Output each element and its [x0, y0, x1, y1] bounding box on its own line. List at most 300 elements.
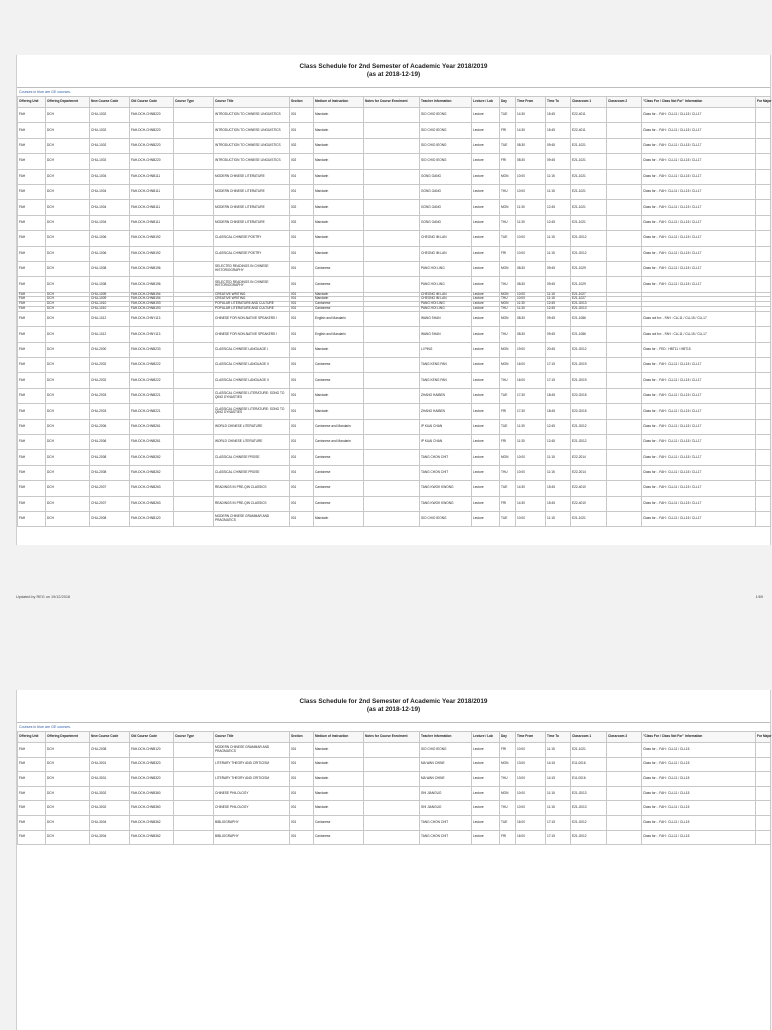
cell-for-major — [756, 496, 771, 511]
cell-offering-department: DCH — [46, 215, 90, 230]
cell-day: TUE — [500, 138, 516, 153]
page-subtitle: (as at 2018-12-19) — [366, 706, 421, 713]
cell-class-for: Class for: - FAH : CLL11 / CLL15 — [642, 815, 756, 830]
cell-offering-department: DCH — [46, 342, 90, 357]
cell-time-to: 11:15 — [546, 743, 571, 758]
cell-classroom-2 — [607, 511, 642, 526]
cell-course-type — [174, 215, 214, 230]
schedule-table — [17, 96, 771, 527]
header-course-title: Course Title — [214, 97, 290, 108]
cell-course-title: CHINESE PHILOLOGY — [214, 786, 290, 801]
cell-class-for: Class for: - FAH : CLL11 / CLL15 / CLL17 — [642, 169, 756, 184]
cell-course-type — [174, 388, 214, 403]
header-medium: Medium of Instruction — [314, 732, 364, 743]
cell-time-from: 13:00 — [516, 772, 546, 787]
cell-offering-unit: FAH — [18, 757, 46, 772]
cell-classroom-1: E21-1021 — [571, 138, 607, 153]
cell-course-type — [174, 404, 214, 419]
cell-classroom-1: E21-1021 — [571, 215, 607, 230]
header-notes: Notes for Course Enrolment — [364, 732, 420, 743]
cell-course-title: MODERN CHINESE GRAMMAR AND PRAGMATICS — [214, 511, 290, 526]
cell-offering-department: DCH — [46, 481, 90, 496]
header-section: Section — [290, 732, 314, 743]
cell-time-from: 19:00 — [516, 342, 546, 357]
cell-classroom-1: E21-G012 — [571, 815, 607, 830]
cell-time-to: 15:45 — [546, 123, 571, 138]
cell-course-title: SELECTED READINGS IN CHINESE HISTORIOGRAPHY — [214, 277, 290, 292]
cell-old-course-code: FAH-DCH-CHNB261 — [130, 419, 174, 434]
cell-time-from: 10:00 — [516, 297, 546, 302]
cell-classroom-1: E21-1021 — [571, 511, 607, 526]
cell-day: TUE — [500, 511, 516, 526]
cell-old-course-code: FAH-DCH-CHNB360 — [130, 801, 174, 816]
cell-offering-department: DCH — [46, 277, 90, 292]
cell-time-to: 09:45 — [546, 138, 571, 153]
cell-day: FRI — [500, 830, 516, 845]
cell-teacher: TANG KENG PAN — [420, 358, 472, 373]
cell-teacher: SHI JIANGUO — [420, 801, 472, 816]
cell-offering-department: DCH — [46, 138, 90, 153]
cell-time-to: 12:45 — [546, 435, 571, 450]
cell-for-major — [756, 743, 771, 758]
cell-time-from: 10:00 — [516, 184, 546, 199]
cell-medium: Mandarin — [314, 786, 364, 801]
cell-time-from: 14:30 — [516, 481, 546, 496]
cell-class-for: Class for: - FAH : CLL11 / CLL15 / CLL17 — [642, 511, 756, 526]
cell-notes — [364, 435, 420, 450]
cell-time-from: 16:00 — [516, 830, 546, 845]
cell-new-course-code: CHLL3001 — [90, 772, 130, 787]
cell-section: 001 — [290, 358, 314, 373]
cell-class-for: Class for: - FAH : CLL11 / CLL15 / CLL17 — [642, 419, 756, 434]
cell-classroom-2 — [607, 435, 642, 450]
cell-notes — [364, 261, 420, 276]
cell-class-for: Class for: - FAH : CLL11 / CLL15 / CLL17 — [642, 404, 756, 419]
cell-classroom-1: E22-4011 — [571, 108, 607, 123]
cell-notes — [364, 138, 420, 153]
cell-time-to: 12:45 — [546, 419, 571, 434]
cell-time-from: 08:30 — [516, 311, 546, 326]
cell-offering-unit: FAH — [18, 358, 46, 373]
cell-teacher: IP KUAI CHAN — [420, 435, 472, 450]
header-course-title: Course Title — [214, 732, 290, 743]
cell-offering-department: DCH — [46, 496, 90, 511]
cell-time-from: 10:00 — [516, 450, 546, 465]
cell-lecture-lab: Lecture — [472, 184, 500, 199]
header-lecture-lab: Lecture / Lab — [472, 97, 500, 108]
cell-old-course-code: FAH-DCH-CHNB120 — [130, 511, 174, 526]
cell-offering-department: DCH — [46, 358, 90, 373]
cell-classroom-2 — [607, 169, 642, 184]
cell-day: THU — [500, 297, 516, 302]
cell-course-title: CLASSICAL CHINESE LANGUAGE I — [214, 342, 290, 357]
cell-classroom-2 — [607, 261, 642, 276]
cell-offering-department: DCH — [46, 830, 90, 845]
cell-for-major — [756, 169, 771, 184]
cell-lecture-lab: Lecture — [472, 388, 500, 403]
cell-day: FRI — [500, 123, 516, 138]
cell-notes — [364, 801, 420, 816]
cell-old-course-code: FAH-DCH-CHNB320 — [130, 757, 174, 772]
cell-teacher: LI PING — [420, 342, 472, 357]
cell-day: THU — [500, 373, 516, 388]
cell-time-to: 09:45 — [546, 261, 571, 276]
cell-course-title: MODERN CHINESE LITERATURE — [214, 200, 290, 215]
cell-new-course-code: CHLL2008 — [90, 465, 130, 480]
cell-offering-unit: FAH — [18, 307, 46, 312]
page-title-block — [17, 55, 770, 88]
cell-teacher: ZHANG HAIBEN — [420, 404, 472, 419]
cell-old-course-code: FAH-DCH-CHNB360 — [130, 786, 174, 801]
cell-section: 001 — [290, 307, 314, 312]
cell-teacher: SIO CHIO IEONG — [420, 123, 472, 138]
cell-notes — [364, 169, 420, 184]
cell-teacher: PANG HOI LING — [420, 261, 472, 276]
cell-medium: Mandarin — [314, 184, 364, 199]
cell-notes — [364, 419, 420, 434]
cell-medium: Mandarin — [314, 511, 364, 526]
cell-medium: Mandarin — [314, 342, 364, 357]
cell-classroom-2 — [607, 342, 642, 357]
cell-lecture-lab: Lecture — [472, 215, 500, 230]
cell-for-major — [756, 786, 771, 801]
cell-teacher: PANG HOI LING — [420, 307, 472, 312]
cell-section: 001 — [290, 123, 314, 138]
cell-offering-department: DCH — [46, 327, 90, 342]
cell-time-to: 09:45 — [546, 277, 571, 292]
cell-day: THU — [500, 277, 516, 292]
cell-offering-department: DCH — [46, 307, 90, 312]
cell-offering-unit: FAH — [18, 302, 46, 307]
cell-medium: Mandarin — [314, 138, 364, 153]
cell-class-for: Class for: - FAH : CLL11 / CLL15 / CLL17 — [642, 215, 756, 230]
cell-time-to: 11:15 — [546, 231, 571, 246]
cell-time-to: 17:15 — [546, 815, 571, 830]
cell-offering-department: DCH — [46, 297, 90, 302]
header-offering-unit: Offering Unit — [18, 732, 46, 743]
header-for-major: For Major — [756, 97, 771, 108]
cell-time-from: 08:30 — [516, 327, 546, 342]
cell-day: MON — [500, 169, 516, 184]
cell-notes — [364, 450, 420, 465]
cell-old-course-code: FAH-DCH-CHNB221 — [130, 404, 174, 419]
cell-offering-unit: FAH — [18, 108, 46, 123]
cell-teacher: PANG HOI LING — [420, 277, 472, 292]
cell-course-type — [174, 154, 214, 169]
cell-classroom-2 — [607, 830, 642, 845]
cell-classroom-1: E21-G019 — [571, 373, 607, 388]
cell-offering-unit: FAH — [18, 496, 46, 511]
cell-course-title: CLASSICAL CHINESE LITERATURE: SONG TO QING DYNASTIES — [214, 404, 290, 419]
cell-lecture-lab: Lecture — [472, 373, 500, 388]
cell-section: 001 — [290, 772, 314, 787]
cell-lecture-lab: Lecture — [472, 358, 500, 373]
table-row — [18, 169, 771, 184]
cell-class-for: Class for: - FAH : CLL11 / CLL15 / CLL17 — [642, 481, 756, 496]
cell-classroom-2 — [607, 123, 642, 138]
cell-teacher: TANG CHON CHIT — [420, 815, 472, 830]
cell-medium: Mandarin — [314, 231, 364, 246]
page-number: 1/69 — [755, 595, 763, 599]
cell-classroom-1: E21-1029 — [571, 261, 607, 276]
header-new-course-code: New Course Code — [90, 97, 130, 108]
cell-new-course-code: CHLL3004 — [90, 815, 130, 830]
cell-course-type — [174, 184, 214, 199]
cell-offering-unit: FAH — [18, 801, 46, 816]
cell-notes — [364, 815, 420, 830]
page-footer — [16, 595, 769, 599]
cell-time-to: 11:15 — [546, 511, 571, 526]
cell-classroom-2 — [607, 231, 642, 246]
cell-notes — [364, 246, 420, 261]
cell-offering-unit: FAH — [18, 327, 46, 342]
cell-offering-department: DCH — [46, 373, 90, 388]
cell-notes — [364, 743, 420, 758]
cell-medium: Mandarin — [314, 743, 364, 758]
cell-offering-unit: FAH — [18, 404, 46, 419]
cell-course-title: BIBLIOGRAPHY — [214, 830, 290, 845]
cell-medium: Mandarin — [314, 292, 364, 297]
cell-medium: Cantonese — [314, 373, 364, 388]
cell-new-course-code: CHLL2008 — [90, 450, 130, 465]
cell-day: MON — [500, 292, 516, 297]
header-offering-unit: Offering Unit — [18, 97, 46, 108]
cell-notes — [364, 772, 420, 787]
cell-old-course-code: FAH-DCH-CHNB220 — [130, 123, 174, 138]
cell-course-title: INTRODUCTION TO CHINESE LINGUISTICS — [214, 108, 290, 123]
cell-old-course-code: FAH-DCH-CHNB196 — [130, 277, 174, 292]
cell-new-course-code: CHLL1002 — [90, 123, 130, 138]
cell-medium: Mandarin — [314, 169, 364, 184]
cell-offering-department: DCH — [46, 108, 90, 123]
cell-classroom-2 — [607, 496, 642, 511]
cell-old-course-code: FAH-DCH-CHNB233 — [130, 342, 174, 357]
header-teacher: Teacher Information — [420, 732, 472, 743]
header-course-type: Course Type — [174, 97, 214, 108]
cell-class-for: Class for: - FAH : CLL11 / CLL15 — [642, 801, 756, 816]
cell-section: 001 — [290, 465, 314, 480]
cell-lecture-lab: Lecture — [472, 261, 500, 276]
cell-time-to: 11:15 — [546, 786, 571, 801]
cell-time-from: 11:30 — [516, 302, 546, 307]
cell-classroom-2 — [607, 743, 642, 758]
cell-notes — [364, 327, 420, 342]
header-section: Section — [290, 97, 314, 108]
cell-section: 001 — [290, 292, 314, 297]
cell-notes — [364, 200, 420, 215]
cell-time-to: 11:15 — [546, 801, 571, 816]
cell-course-type — [174, 481, 214, 496]
cell-notes — [364, 215, 420, 230]
cell-course-title: INTRODUCTION TO CHINESE LINGUISTICS — [214, 154, 290, 169]
cell-offering-unit: FAH — [18, 200, 46, 215]
cell-for-major — [756, 404, 771, 419]
cell-for-major — [756, 311, 771, 326]
cell-medium: Cantonese — [314, 830, 364, 845]
table-row — [18, 311, 771, 326]
cell-new-course-code: CHLL1004 — [90, 215, 130, 230]
cell-course-title: CLASSICAL CHINESE LANGUAGE II — [214, 358, 290, 373]
ge-courses-note: Courses in blue are GE courses. — [19, 90, 71, 94]
cell-old-course-code: FAH-DCH-CHNB262 — [130, 450, 174, 465]
cell-teacher: CHEONG IM LAN — [420, 292, 472, 297]
cell-medium: Cantonese — [314, 465, 364, 480]
cell-section: 002 — [290, 138, 314, 153]
cell-lecture-lab: Lecture — [472, 302, 500, 307]
cell-class-for: Class for: - FAH : CLL11 / CLL15 / CLL17 — [642, 388, 756, 403]
cell-medium: Mandarin — [314, 404, 364, 419]
cell-classroom-2 — [607, 246, 642, 261]
cell-offering-unit: FAH — [18, 373, 46, 388]
cell-course-title: BIBLIOGRAPHY — [214, 815, 290, 830]
cell-classroom-2 — [607, 772, 642, 787]
cell-time-from: 11:30 — [516, 215, 546, 230]
cell-lecture-lab: Lecture — [472, 200, 500, 215]
cell-offering-unit: FAH — [18, 419, 46, 434]
table-row — [18, 786, 771, 801]
cell-offering-unit: FAH — [18, 292, 46, 297]
cell-course-type — [174, 246, 214, 261]
cell-time-from: 10:00 — [516, 465, 546, 480]
cell-day: TUE — [500, 231, 516, 246]
cell-course-title: CLASSICAL CHINESE POETRY — [214, 246, 290, 261]
cell-teacher: GONG GANG — [420, 215, 472, 230]
header-day: Day — [500, 97, 516, 108]
cell-notes — [364, 231, 420, 246]
cell-teacher: WANG SHAN — [420, 327, 472, 342]
cell-lecture-lab: Lecture — [472, 450, 500, 465]
cell-lecture-lab: Lecture — [472, 404, 500, 419]
cell-offering-department: DCH — [46, 772, 90, 787]
cell-day: MON — [500, 302, 516, 307]
cell-section: 001 — [290, 169, 314, 184]
cell-lecture-lab: Lecture — [472, 801, 500, 816]
cell-class-for: Class for: - FAH : CLL11 / CLL15 / CLL17 — [642, 435, 756, 450]
header-time-to: Time To — [546, 97, 571, 108]
cell-notes — [364, 830, 420, 845]
cell-time-to: 12:45 — [546, 200, 571, 215]
cell-section: 001 — [290, 743, 314, 758]
cell-day: MON — [500, 358, 516, 373]
cell-time-from: 11:30 — [516, 435, 546, 450]
cell-time-to: 17:15 — [546, 373, 571, 388]
cell-course-type — [174, 815, 214, 830]
cell-old-course-code: FAH-DCH-CHNB111 — [130, 169, 174, 184]
cell-notes — [364, 404, 420, 419]
cell-classroom-2 — [607, 108, 642, 123]
cell-notes — [364, 757, 420, 772]
cell-medium: Cantonese — [314, 450, 364, 465]
cell-class-for: Class for: - FAH : CLL11 / CLL15 / CLL17 — [642, 465, 756, 480]
cell-for-major — [756, 231, 771, 246]
cell-section: 001 — [290, 231, 314, 246]
cell-classroom-1: E21-G012 — [571, 246, 607, 261]
cell-teacher: TANG CHON CHIT — [420, 450, 472, 465]
page-title: Class Schedule for 2nd Semester of Academic Year 2018/2019 — [299, 63, 488, 70]
cell-classroom-1: E11-0016 — [571, 757, 607, 772]
cell-class-for: Class for: - FAH : CLL11 / CLL15 / CLL17 — [642, 246, 756, 261]
cell-medium: Mandarin — [314, 388, 364, 403]
cell-section: 001 — [290, 261, 314, 276]
cell-teacher: TANG CHON CHIT — [420, 830, 472, 845]
header-time-to: Time To — [546, 732, 571, 743]
cell-for-major — [756, 757, 771, 772]
cell-course-title: CLASSICAL CHINESE LITERATURE: SONG TO QING DYNASTIES — [214, 388, 290, 403]
table-row — [18, 358, 771, 373]
cell-offering-unit: FAH — [18, 465, 46, 480]
cell-lecture-lab: Lecture — [472, 246, 500, 261]
cell-offering-department: DCH — [46, 465, 90, 480]
cell-section: 001 — [290, 435, 314, 450]
cell-classroom-1: E22-G015 — [571, 404, 607, 419]
cell-day: MON — [500, 311, 516, 326]
cell-offering-unit: FAH — [18, 511, 46, 526]
table-row — [18, 261, 771, 276]
cell-classroom-1: E21-1027 — [571, 297, 607, 302]
cell-offering-unit: FAH — [18, 169, 46, 184]
cell-classroom-1: E11-0016 — [571, 772, 607, 787]
table-header-row — [18, 732, 771, 743]
cell-offering-unit: FAH — [18, 311, 46, 326]
table-row — [18, 154, 771, 169]
cell-notes — [364, 388, 420, 403]
cell-lecture-lab: Lecture — [472, 311, 500, 326]
cell-offering-department: DCH — [46, 169, 90, 184]
cell-day: FRI — [500, 404, 516, 419]
cell-classroom-1: E22-G015 — [571, 388, 607, 403]
cell-medium: Cantonese — [314, 277, 364, 292]
cell-new-course-code: CHLL1010 — [90, 302, 130, 307]
header-notes: Notes for Course Enrolment — [364, 97, 420, 108]
cell-lecture-lab: Lecture — [472, 154, 500, 169]
cell-old-course-code: FAH-DCH-CHNB194 — [130, 297, 174, 302]
cell-offering-department: DCH — [46, 450, 90, 465]
header-old-course-code: Old Course Code — [130, 97, 174, 108]
cell-classroom-2 — [607, 358, 642, 373]
cell-notes — [364, 342, 420, 357]
cell-classroom-2 — [607, 465, 642, 480]
cell-offering-department: DCH — [46, 246, 90, 261]
cell-time-to: 15:45 — [546, 108, 571, 123]
cell-lecture-lab: Lecture — [472, 123, 500, 138]
cell-for-major — [756, 261, 771, 276]
cell-section: 001 — [290, 297, 314, 302]
cell-old-course-code: FAH-DCH-CHNB192 — [130, 246, 174, 261]
table-row — [18, 215, 771, 230]
cell-for-major — [756, 154, 771, 169]
cell-course-title: MODERN CHINESE LITERATURE — [214, 184, 290, 199]
cell-time-from: 16:00 — [516, 373, 546, 388]
header-lecture-lab: Lecture / Lab — [472, 732, 500, 743]
cell-lecture-lab: Lecture — [472, 277, 500, 292]
cell-time-from: 08:30 — [516, 154, 546, 169]
cell-course-type — [174, 358, 214, 373]
cell-lecture-lab: Lecture — [472, 786, 500, 801]
cell-day: THU — [500, 772, 516, 787]
cell-course-type — [174, 786, 214, 801]
cell-for-major — [756, 435, 771, 450]
cell-offering-unit: FAH — [18, 743, 46, 758]
cell-lecture-lab: Lecture — [472, 743, 500, 758]
cell-time-to: 12:45 — [546, 307, 571, 312]
cell-for-major — [756, 465, 771, 480]
schedule-page-2 — [16, 690, 771, 1030]
cell-section: 001 — [290, 277, 314, 292]
cell-lecture-lab: Lecture — [472, 815, 500, 830]
cell-medium: Mandarin — [314, 772, 364, 787]
cell-teacher: MA WAN CHINE — [420, 757, 472, 772]
cell-old-course-code: FAH-DCH-CHNB362 — [130, 830, 174, 845]
